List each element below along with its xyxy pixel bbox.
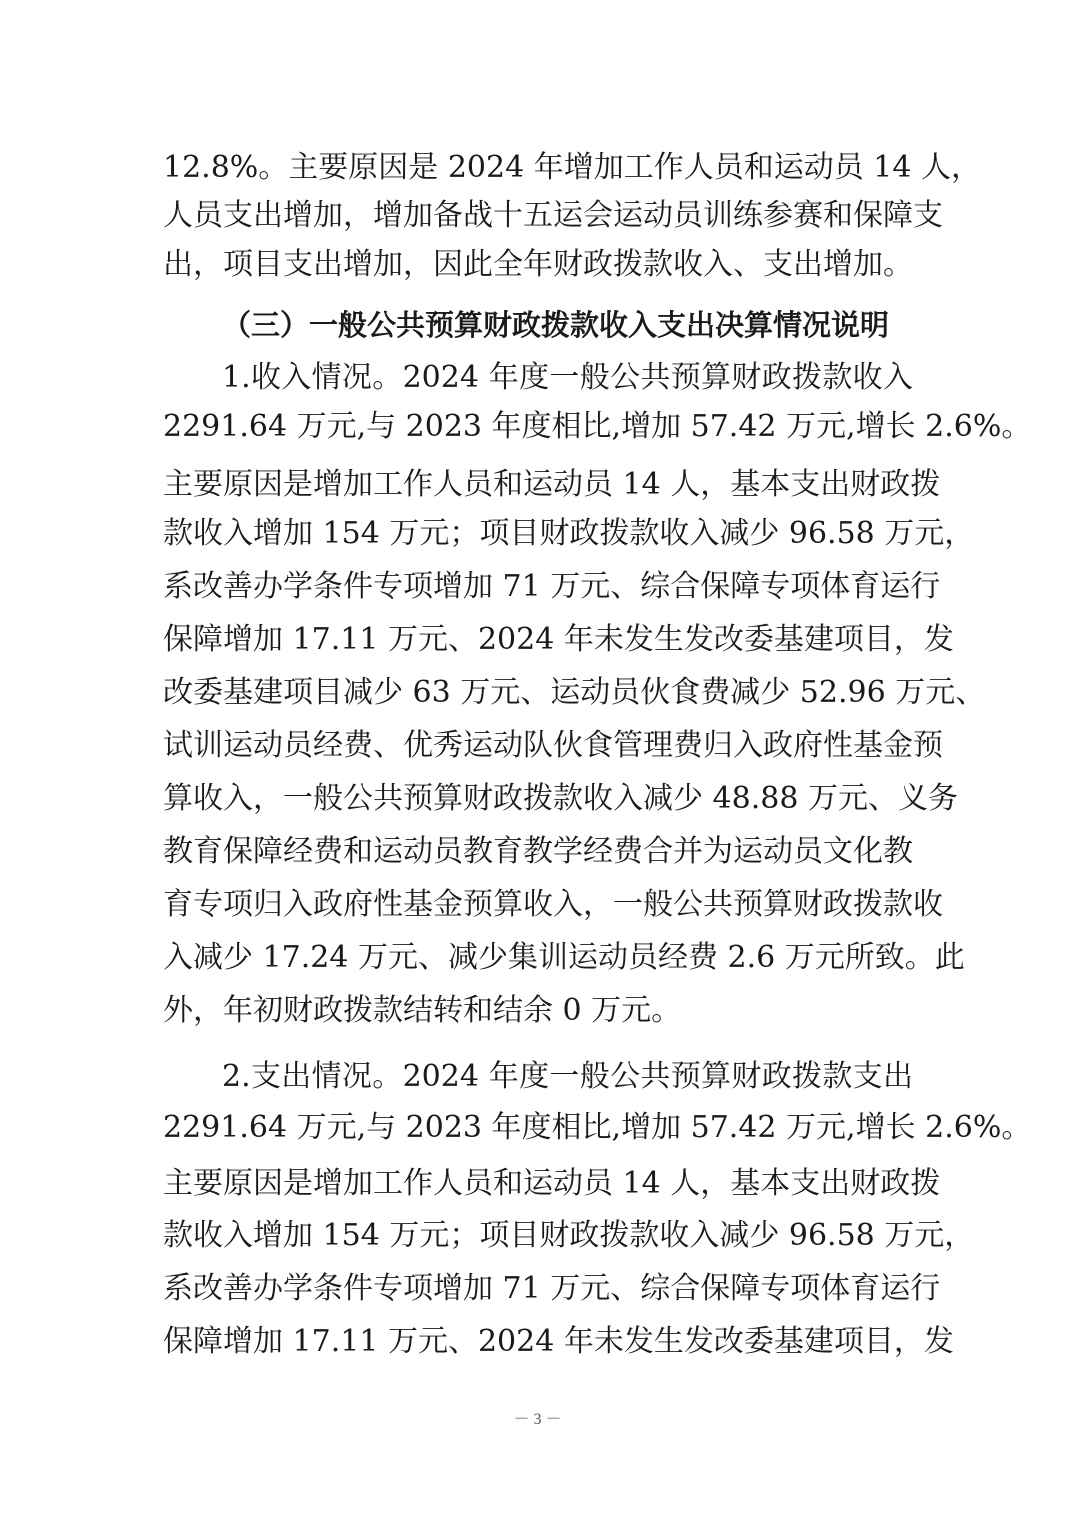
paragraph-line: 1.收入情况。2024 年度一般公共预算财政拨款收入	[222, 360, 913, 395]
paragraph-line: 主要原因是增加工作人员和运动员 14 人，基本支出财政拨	[163, 467, 941, 502]
paragraph-line: 外，年初财政拨款结转和结余 0 万元。	[163, 993, 682, 1028]
page-number: － 3 －	[513, 1411, 562, 1428]
paragraph-line: 系改善办学条件专项增加 71 万元、综合保障专项体育运行	[163, 1271, 941, 1306]
section-heading: （三）一般公共预算财政拨款收入支出决算情况说明	[222, 308, 890, 342]
paragraph-line: 出，项目支出增加，因此全年财政拨款收入、支出增加。	[163, 247, 913, 282]
paragraph-line: 改委基建项目减少 63 万元、运动员伙食费减少 52.96 万元、	[163, 675, 986, 710]
paragraph-line: 保障增加 17.11 万元、2024 年未发生发改委基建项目，发	[163, 1324, 954, 1359]
paragraph-line: 款收入增加 154 万元；项目财政拨款收入减少 96.58 万元，	[163, 516, 975, 551]
paragraph-line: 教育保障经费和运动员教育教学经费合并为运动员文化教	[163, 834, 913, 869]
paragraph-line: 2.支出情况。2024 年度一般公共预算财政拨款支出	[222, 1059, 913, 1094]
paragraph-line: 主要原因是增加工作人员和运动员 14 人，基本支出财政拨	[163, 1166, 941, 1201]
paragraph-line: 款收入增加 154 万元；项目财政拨款收入减少 96.58 万元，	[163, 1218, 975, 1253]
paragraph-line: 人员支出增加，增加备战十五运会运动员训练参赛和保障支	[163, 198, 943, 233]
paragraph-line: 2291.64 万元,与 2023 年度相比,增加 57.42 万元,增长 2.6%。	[163, 1110, 1032, 1145]
paragraph-line: 系改善办学条件专项增加 71 万元、综合保障专项体育运行	[163, 569, 941, 604]
paragraph-line: 12.8%。主要原因是 2024 年增加工作人员和运动员 14 人，	[163, 150, 981, 185]
paragraph-line: 育专项归入政府性基金预算收入，一般公共预算财政拨款收	[163, 887, 943, 922]
paragraph-line: 2291.64 万元,与 2023 年度相比,增加 57.42 万元,增长 2.6%。	[163, 409, 1032, 444]
paragraph-line: 保障增加 17.11 万元、2024 年未发生发改委基建项目，发	[163, 622, 954, 657]
paragraph-line: 算收入，一般公共预算财政拨款收入减少 48.88 万元、义务	[163, 781, 958, 816]
paragraph-line: 试训运动员经费、优秀运动队伙食管理费归入政府性基金预	[163, 728, 943, 763]
paragraph-line: 入减少 17.24 万元、减少集训运动员经费 2.6 万元所致。此	[163, 940, 965, 975]
